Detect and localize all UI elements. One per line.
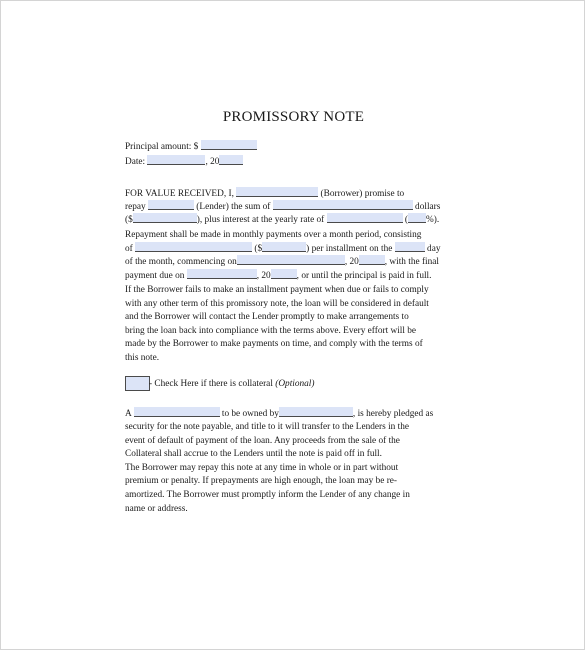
interest-rate-percent-field[interactable] xyxy=(408,213,426,223)
body-line-6 xyxy=(125,255,439,269)
body-line-11: bring the loan back into compliance with the terms above. Every effort will be xyxy=(125,326,417,336)
interest-rate-words-field[interactable] xyxy=(327,213,403,223)
body-text: to be owned by xyxy=(219,409,279,419)
body-text: ($ xyxy=(125,215,133,225)
collateral-line-8: name or address. xyxy=(125,504,188,514)
collateral-line-6: premium or penalty. If prepayments are high enough, the loan may be re- xyxy=(125,476,398,486)
body-text: (Lender) the sum of xyxy=(193,202,273,212)
body-text: , or until the principal is paid in full. xyxy=(296,271,432,281)
body-text: , is hereby pledged as xyxy=(352,409,434,419)
body-line-7 xyxy=(125,269,431,283)
body-line-10: and the Borrower will contact the Lender promptly to make arrangements to xyxy=(125,312,409,322)
body-text: repay xyxy=(125,202,148,212)
body-text: day xyxy=(424,244,441,254)
collateral-line-5: The Borrower may repay this note at any time in whole or in part without xyxy=(125,463,399,473)
body-line-3 xyxy=(125,213,439,227)
body-line-13: this note. xyxy=(125,353,160,363)
body-text: %). xyxy=(426,215,440,225)
principal-line xyxy=(125,140,257,154)
date-label: Date: xyxy=(125,157,146,167)
body-text: of xyxy=(125,244,136,254)
installment-day-field[interactable] xyxy=(395,242,425,252)
body-line-12: made by the Borrower to make payments on time, and comply with the terms of xyxy=(125,339,423,349)
body-text: , 20 xyxy=(256,271,271,281)
date-year-field[interactable] xyxy=(219,155,243,165)
collateral-check-label xyxy=(149,378,314,391)
sum-amount-field[interactable] xyxy=(133,213,197,223)
principal-label: Principal amount: $ xyxy=(125,142,199,152)
installment-words-field[interactable] xyxy=(135,242,252,252)
body-line-9: with any other term of this promissory note, the loan will be considered in default xyxy=(125,299,429,309)
lender-name-field[interactable] xyxy=(148,200,194,210)
body-line-8: If the Borrower fails to make an installment payment when due or fails to comply xyxy=(125,285,429,295)
body-text: ( xyxy=(402,215,409,225)
sum-words-field[interactable] xyxy=(273,200,413,210)
body-text: , with the final xyxy=(384,257,439,267)
body-text: payment due on xyxy=(125,271,187,281)
body-text: ), plus interest at the yearly rate of xyxy=(196,215,327,225)
collateral-checkbox[interactable] xyxy=(125,376,150,391)
borrower-name-field[interactable] xyxy=(236,187,318,197)
body-text: , 20 xyxy=(344,257,359,267)
collateral-line-7: amortized. The Borrower must promptly inform the Lender of any change in xyxy=(125,490,410,500)
body-line-2 xyxy=(125,200,440,214)
installment-amount-field[interactable] xyxy=(262,242,306,252)
collateral-line-1 xyxy=(125,407,433,421)
body-line-1 xyxy=(125,187,404,201)
date-line xyxy=(125,155,243,169)
collateral-line-3: event of default of payment of the loan. Any proceeds from the sale of the xyxy=(125,436,400,446)
document-title: PROMISSORY NOTE xyxy=(222,109,365,125)
collateral-line-2: security for the note payable, and title to it will transfer to the Lenders in the xyxy=(125,422,409,432)
body-line-4: Repayment shall be made in monthly payments over a month period, consisting xyxy=(125,230,422,240)
body-text: of the month, commencing on xyxy=(125,257,237,267)
collateral-check-text: - Check Here if there is collateral xyxy=(149,379,276,389)
commencing-year-field[interactable] xyxy=(359,255,385,265)
body-text: ) per installment on the xyxy=(306,244,395,254)
body-text: A xyxy=(125,409,134,419)
body-text: FOR VALUE RECEIVED, I, xyxy=(125,189,237,199)
date-field[interactable] xyxy=(147,155,205,165)
collateral-owner-field[interactable] xyxy=(279,407,353,417)
body-text: (Borrower) promise to xyxy=(318,189,405,199)
final-payment-date-field[interactable] xyxy=(187,269,257,279)
body-text: ($ xyxy=(252,244,263,254)
collateral-item-field[interactable] xyxy=(134,407,220,417)
year-prefix: , 20 xyxy=(205,157,220,167)
collateral-optional-label: (Optional) xyxy=(275,379,315,389)
body-text: dollars xyxy=(412,202,441,212)
principal-amount-field[interactable] xyxy=(201,140,257,150)
final-payment-year-field[interactable] xyxy=(271,269,297,279)
body-line-5 xyxy=(125,242,440,256)
commencing-date-field[interactable] xyxy=(237,255,345,265)
collateral-line-4: Collateral shall accrue to the Lenders until the note is paid off in full. xyxy=(125,449,382,459)
